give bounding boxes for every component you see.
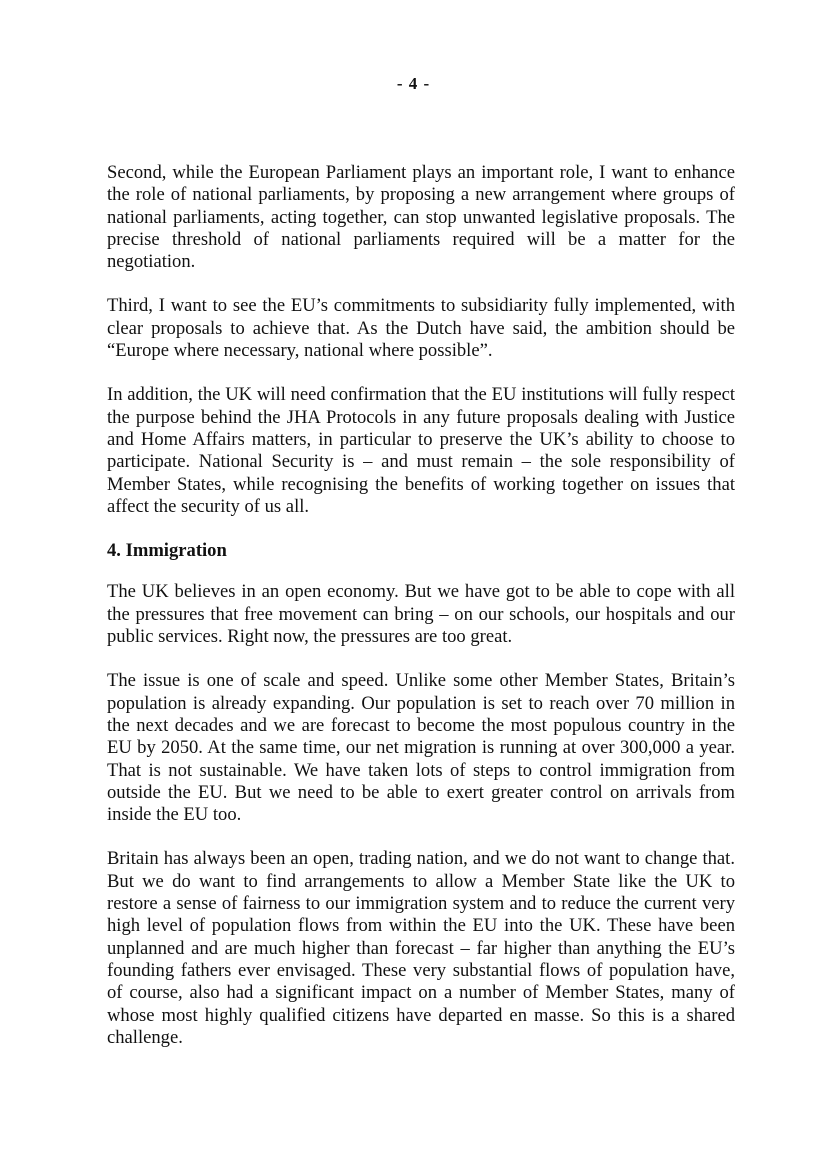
section-heading-immigration: 4. Immigration [107, 540, 227, 562]
paragraph-national-parliaments: Second, while the European Parliament plays an important role, I want to enhance the role of national parliaments, by proposing a new arrangement where groups of national parliaments, acting together, can stop unwanted legislative proposals. The precise threshold of national parliaments required will be a matter for the negotiation. [107, 162, 735, 273]
paragraph-open-economy: The UK believes in an open economy. But we have got to be able to cope with all the pressures that free movement can bring – on our schools, our hospitals and our public services. Right now, the pressures are too great. [107, 581, 735, 648]
paragraph-shared-challenge: Britain has always been an open, trading nation, and we do not want to change that. But we do want to find arrangements to allow a Member State like the UK to restore a sense of fairness to our immigration system and to reduce the current very high level of population flows from within the EU into the UK. These have been unplanned and are much higher than forecast – far higher than anything the EU’s founding fathers ever envisaged. These very substantial flows of population have, of course, also had a significant impact on a number of Member States, many of whose most highly qualified citizens have departed en masse. So this is a shared challenge. [107, 848, 735, 1048]
document-body [107, 162, 735, 1071]
page-number: - 4 - [396, 74, 431, 93]
paragraph-jha-protocols: In addition, the UK will need confirmation that the EU institutions will fully respect the purpose behind the JHA Protocols in any future proposals dealing with Justice and Home Affairs matters, in particular to preserve the UK’s ability to choose to participate. National Security is – and must remain – the sole responsibility of Member States, while recognising the benefits of working together on issues that affect the security of us all. [107, 384, 735, 517]
paragraph-scale-and-speed: The issue is one of scale and speed. Unlike some other Member States, Britain’s population is already expanding. Our population is set to reach over 70 million in the next decades and we are forecast to become the most populous country in the EU by 2050. At the same time, our net migration is running at over 300,000 a year. That is not sustainable. We have taken lots of steps to control immigration from outside the EU. But we need to be able to exert greater control on arrivals from inside the EU too. [107, 670, 735, 826]
paragraph-subsidiarity: Third, I want to see the EU’s commitments to subsidiarity fully implemented, with clear proposals to achieve that. As the Dutch have said, the ambition should be “Europe where necessary, national where possible”. [107, 295, 735, 362]
